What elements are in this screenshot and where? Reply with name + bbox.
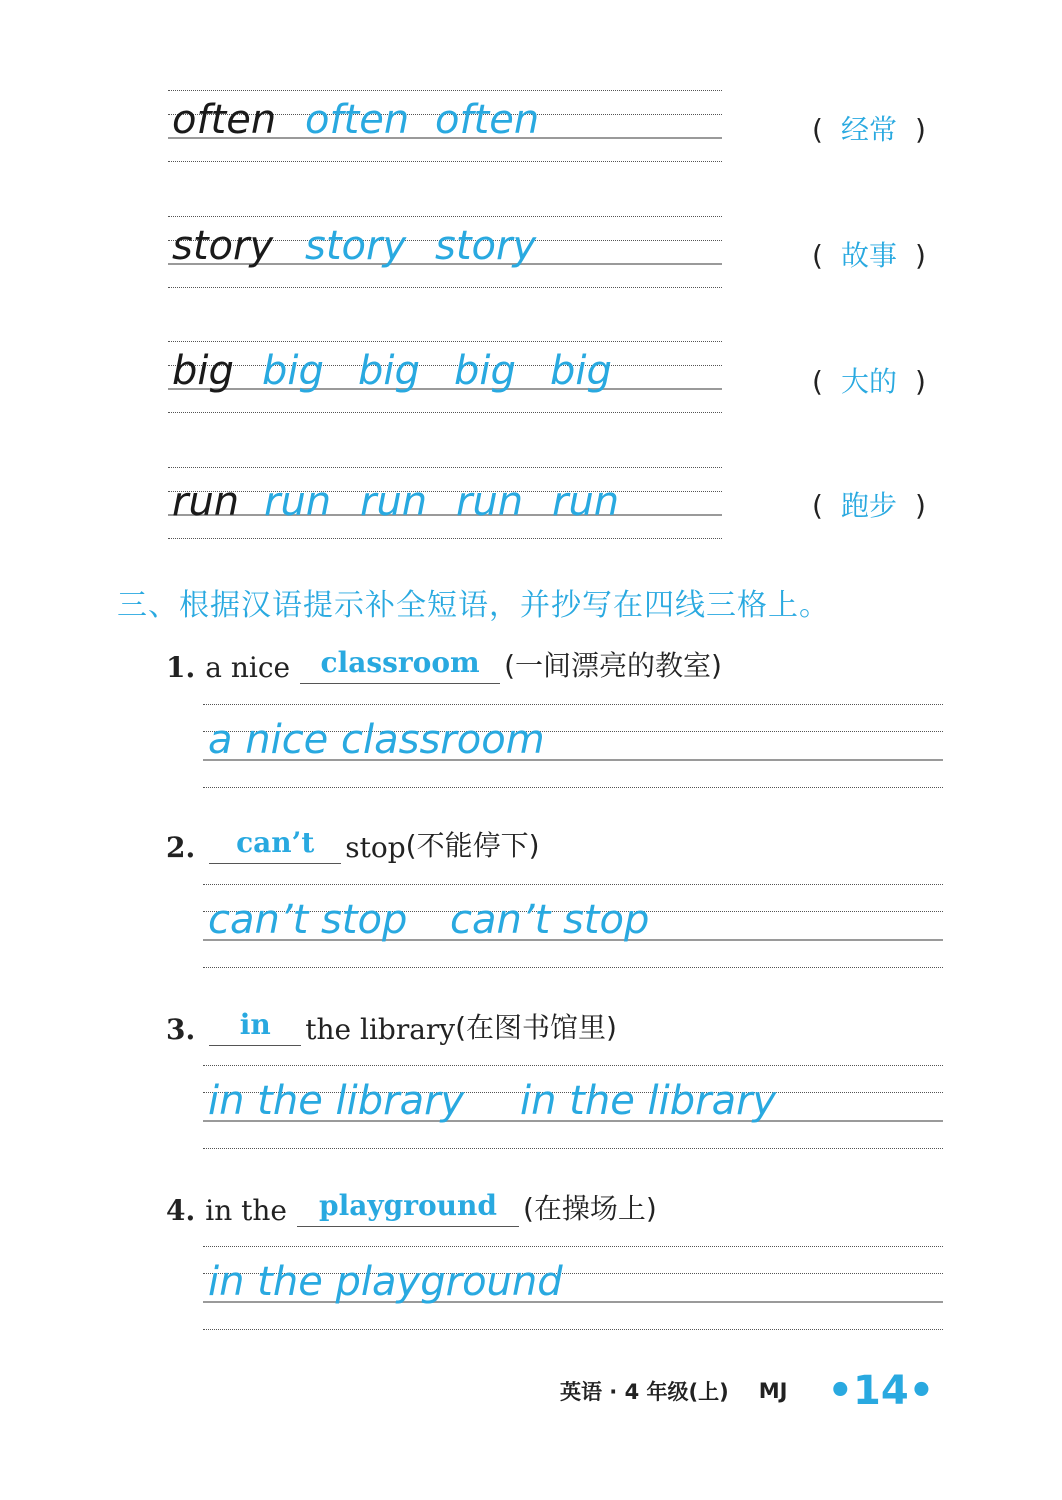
phrase-after: stop [345,831,406,864]
question-line [166,1006,617,1046]
meaning: ( 大的 ) [812,365,926,398]
copied-word: run [552,479,620,525]
copied-phrase: in the library [520,1078,777,1124]
section-title: 三、根据汉语提示补全短语，并抄写在四线三格上。 [117,588,830,623]
meaning: ( 经常 ) [812,113,926,146]
chinese-hint: (一间漂亮的教室) [504,649,722,682]
phrase-before: a nice [205,651,291,684]
answer-blank[interactable]: can’t [209,826,341,864]
copied-word: often [305,97,410,143]
subject-label: 英语 · 4 年级(上) [560,1380,729,1404]
phrase-after: the library [305,1013,456,1046]
chinese-hint: (在图书馆里) [455,1011,617,1044]
answer-blank[interactable]: classroom [300,646,500,684]
copied-word: run [264,479,332,525]
page-number: •14• [827,1368,935,1414]
model-word: run [172,479,240,525]
copied-phrase: in the playground [208,1259,563,1305]
chinese-hint: (不能停下) [405,829,540,862]
page-footer [560,1368,934,1414]
phrase-before: in the [205,1194,287,1227]
copied-word: run [456,479,524,525]
copied-word: story [435,223,537,269]
copied-phrase: can’t stop [450,897,650,943]
model-word: big [172,348,234,394]
answer-blank[interactable]: in [209,1008,301,1046]
question-line [166,824,540,864]
question-line [166,1187,657,1227]
copied-phrase: can’t stop [208,897,408,943]
question-number: 1. [166,651,196,684]
four-line-grid [168,467,722,539]
model-word: story [172,223,274,269]
meaning: ( 故事 ) [812,239,926,272]
copied-phrase: a nice classroom [208,717,545,763]
copied-phrase: in the library [208,1078,465,1124]
edition-code: MJ [758,1379,788,1403]
meaning: ( 跑步 ) [812,489,926,522]
copied-word: big [454,348,516,394]
question-number: 2. [166,831,196,864]
question-number: 3. [166,1013,196,1046]
copied-word: big [262,348,324,394]
question-line [166,644,722,684]
copied-word: story [305,223,407,269]
four-line-grid [168,341,722,413]
copied-word: run [360,479,428,525]
model-word: often [172,97,277,143]
copied-word: often [435,97,540,143]
question-number: 4. [166,1194,196,1227]
chinese-hint: (在操场上) [522,1192,657,1225]
copied-word: big [358,348,420,394]
answer-blank[interactable]: playground [297,1189,519,1227]
copied-word: big [550,348,612,394]
